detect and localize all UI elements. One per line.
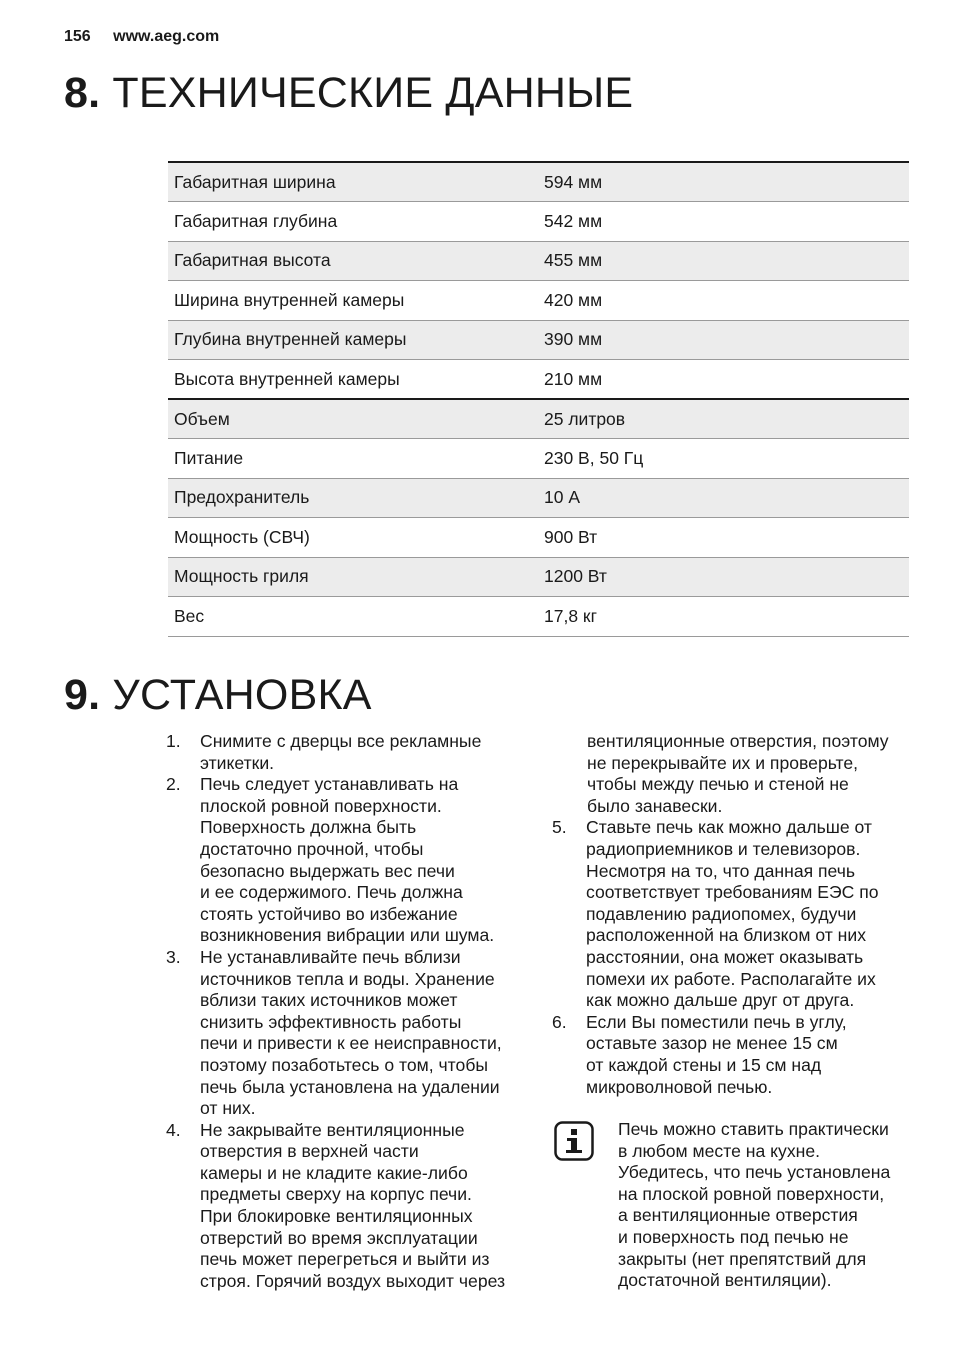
list-item	[166, 947, 538, 1120]
spec-name: Высота внутренней камеры	[174, 368, 400, 389]
table-row	[168, 320, 909, 360]
installation-column-left	[166, 731, 538, 1292]
spec-value: 230 В, 50 Гц	[544, 447, 644, 468]
spec-name: Габаритная высота	[174, 250, 331, 271]
list-item	[166, 1120, 538, 1293]
spec-name: Питание	[174, 447, 244, 468]
spec-value: 10 А	[544, 487, 580, 508]
spec-value: 1200 Вт	[544, 566, 607, 587]
spec-name: Мощность гриля	[174, 566, 309, 587]
list-item-text: Снимите с дверцы все рекламные этикетки.	[200, 731, 482, 773]
table-row	[168, 162, 909, 202]
list-item-continuation: вентиляционные отверстия, поэтому не перекрывайте их и проверьте, чтобы между печью и стеной не было занавески.	[587, 731, 889, 816]
list-item	[166, 774, 538, 947]
list-item-number: 3.	[166, 946, 181, 967]
spec-value: 900 Вт	[544, 526, 598, 547]
spec-value: 455 мм	[544, 250, 603, 271]
spec-name: Объем	[174, 408, 230, 429]
list-item-text: Ставьте печь как можно дальше от радиоприемников и телевизоров. Несмотря на то, что данная печь соответствует требованиям ЕЭС по подавлению радиопомех, будучи расположенной на близком от них расстоянии, она может оказывать помехи их работе. Располагайте их как можно дальше друг от друга.	[586, 817, 879, 1011]
section-8-heading: ТЕХНИЧЕСКИЕ ДАННЫЕ	[112, 69, 634, 117]
table-row	[168, 241, 909, 281]
spec-value: 25 литров	[544, 408, 626, 429]
installation-column-right	[552, 731, 914, 1292]
table-row	[168, 439, 909, 479]
spec-value: 420 мм	[544, 289, 603, 310]
spec-value: 17,8 кг	[544, 605, 597, 626]
spec-value: 390 мм	[544, 329, 603, 350]
list-item-text: Печь следует устанавливать на плоской ровной поверхности. Поверхность должна быть достаточно прочной, чтобы безопасно выдержать вес печи и ее содержимого. Печь должна стоять устойчиво во избежание возникновения вибрации или шума.	[200, 774, 495, 946]
list-item	[552, 1012, 914, 1098]
section-8-title	[64, 68, 633, 118]
technical-data-table	[168, 161, 909, 637]
info-note	[552, 1119, 914, 1292]
list-item-number: 2.	[166, 774, 181, 795]
list-item-number: 6.	[552, 1011, 567, 1032]
table-row	[168, 281, 909, 321]
spec-value: 210 мм	[544, 368, 603, 389]
info-icon	[552, 1121, 596, 1161]
list-item-text: Если Вы поместили печь в углу, оставьте зазор не менее 15 см от каждой стены и 15 см над микроволновой печью.	[586, 1011, 847, 1097]
section-9-number: 9.	[64, 671, 101, 719]
table-row	[168, 478, 909, 518]
spec-name: Габаритная глубина	[174, 210, 338, 231]
spec-name: Ширина внутренней камеры	[174, 289, 405, 310]
list-item-text: Не устанавливайте печь вблизи источников тепла и воды. Хранение вблизи таких источников может снизить эффективность работы печи и привести к ее неисправности, поэтому позаботьтесь о том, чтобы печь была установлена на удалении от них.	[200, 946, 502, 1119]
table-row	[168, 597, 909, 637]
spec-name: Габаритная ширина	[174, 171, 336, 192]
spec-value: 594 мм	[544, 171, 603, 192]
section-8-number: 8.	[64, 69, 101, 117]
table-row	[168, 202, 909, 242]
section-9-heading: УСТАНОВКА	[112, 671, 372, 719]
spec-name: Мощность (СВЧ)	[174, 526, 310, 547]
list-item	[166, 731, 538, 774]
website-url[interactable]: www.aeg.com	[113, 28, 220, 45]
page-header	[64, 28, 219, 46]
table-row	[168, 518, 909, 558]
table-row	[168, 399, 909, 439]
section-9-title	[64, 670, 372, 720]
table-row	[168, 360, 909, 400]
spec-value: 542 мм	[544, 210, 603, 231]
page-number: 156	[64, 28, 91, 45]
list-item-number: 4.	[166, 1119, 181, 1140]
list-item-text: Не закрывайте вентиляционные отверстия в верхней части камеры и не кладите какие-либо предметы сверху на корпус печи. При блокировке вентиляционных отверстий во время эксплуатации печь может перегреться и выйти из строя. Горячий воздух выходит через	[200, 1119, 506, 1291]
list-item	[552, 817, 914, 1011]
spec-name: Глубина внутренней камеры	[174, 329, 407, 350]
spec-name: Предохранитель	[174, 487, 310, 508]
list-item-number: 1.	[166, 731, 181, 751]
list-item-number: 5.	[552, 817, 567, 838]
info-note-text: Печь можно ставить практически в любом месте на кухне. Убедитесь, что печь установлена на плоской ровной поверхности, а вентиляционные отверстия и поверхность под печью не закрыты (нет препятствий для достаточной вентиляции).	[618, 1119, 891, 1291]
spec-name: Вес	[174, 605, 205, 626]
table-row	[168, 557, 909, 597]
